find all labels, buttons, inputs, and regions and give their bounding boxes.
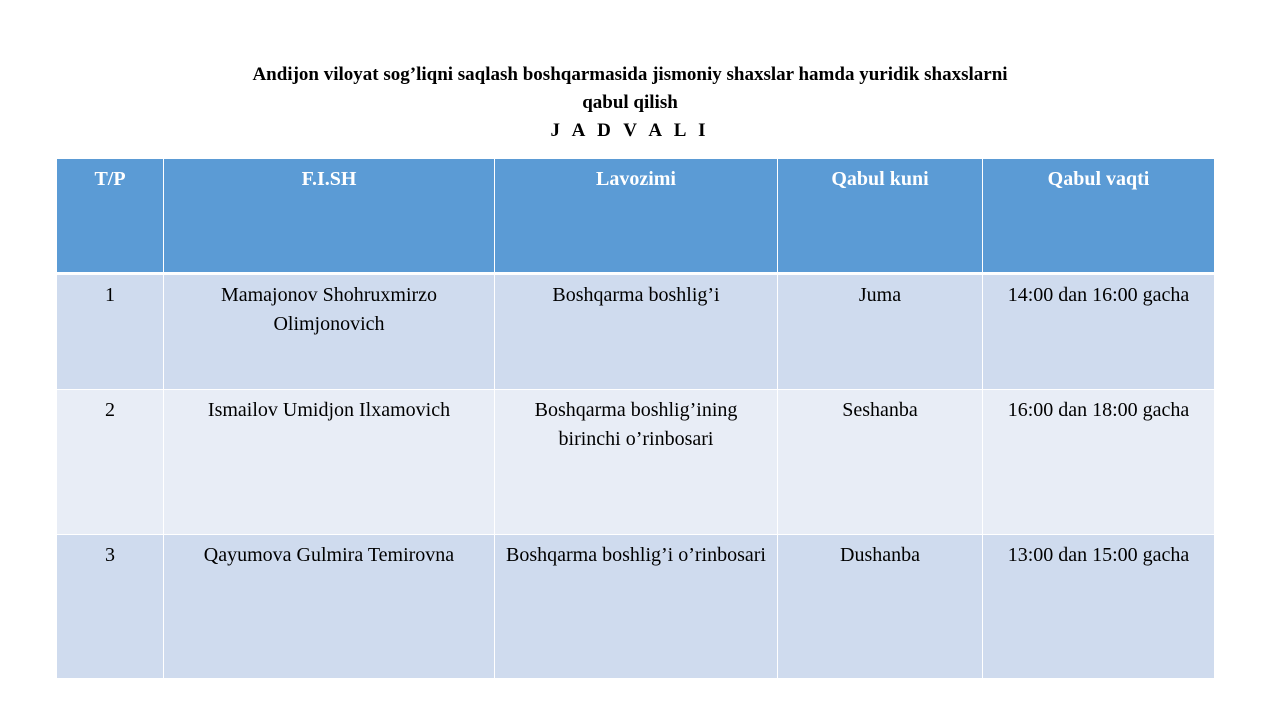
- title-line-3: J A D V A L I: [550, 120, 710, 141]
- header-position: Lavozimi: [495, 159, 778, 274]
- cell-reception-time: 14:00 dan 16:00 gacha: [983, 274, 1215, 390]
- cell-reception-day: Seshanba: [778, 390, 983, 535]
- cell-full-name: Qayumova Gulmira Temirovna: [164, 535, 495, 679]
- header-number: T/P: [57, 159, 164, 274]
- header-reception-time: Qabul vaqti: [983, 159, 1215, 274]
- cell-full-name: Ismailov Umidjon Ilxamovich: [164, 390, 495, 535]
- title-line-1: Andijon viloyat sog’liqni saqlash boshqarmasida jismoniy shaxslar hamda yuridik shaxslarni: [252, 64, 1008, 85]
- header-reception-day: Qabul kuni: [778, 159, 983, 274]
- table-row: [57, 390, 1215, 535]
- page-title: [0, 61, 1260, 145]
- table-header-row: [57, 159, 1215, 274]
- cell-position: Boshqarma boshlig’ining birinchi o’rinbosari: [495, 390, 778, 535]
- cell-number: 2: [57, 390, 164, 535]
- table-row: [57, 535, 1215, 679]
- cell-reception-day: Juma: [778, 274, 983, 390]
- reception-schedule-table: [56, 158, 1215, 679]
- table-row: [57, 274, 1215, 390]
- title-line-2: qabul qilish: [582, 92, 678, 113]
- cell-number: 3: [57, 535, 164, 679]
- cell-reception-time: 16:00 dan 18:00 gacha: [983, 390, 1215, 535]
- cell-reception-time: 13:00 dan 15:00 gacha: [983, 535, 1215, 679]
- cell-position: Boshqarma boshlig’i o’rinbosari: [495, 535, 778, 679]
- cell-reception-day: Dushanba: [778, 535, 983, 679]
- cell-full-name: Mamajonov Shohruxmirzo Olimjonovich: [164, 274, 495, 390]
- header-full-name: F.I.SH: [164, 159, 495, 274]
- cell-position: Boshqarma boshlig’i: [495, 274, 778, 390]
- cell-number: 1: [57, 274, 164, 390]
